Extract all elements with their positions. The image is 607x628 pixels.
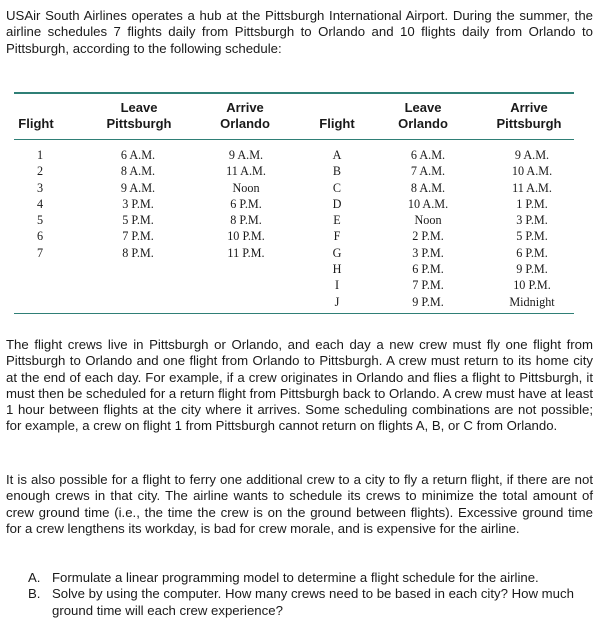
cell: 2 — [36, 164, 44, 179]
cell: 11 P.M. — [227, 245, 265, 260]
column-orl-flight — [324, 147, 350, 310]
question-marker: B. — [28, 586, 41, 602]
cell: A — [332, 148, 342, 162]
cell: 11 A.M. — [226, 164, 266, 179]
cell: 6 — [36, 229, 44, 244]
cell: 7 — [36, 245, 44, 260]
cell: 6 A.M. — [410, 148, 446, 162]
cell: Noon — [232, 180, 260, 195]
header-arrive-orlando: Arrive Orlando — [220, 100, 270, 131]
table-top-rule — [14, 92, 574, 94]
question-b — [28, 586, 598, 619]
cell: 6 A.M. — [120, 148, 156, 162]
cell: 1 P.M. — [516, 196, 548, 211]
question-a — [28, 570, 598, 586]
header-arrive-pittsburgh: Arrive Pittsburgh — [496, 100, 562, 131]
cell: 9 P.M. — [516, 262, 548, 277]
question-text: Solve by using the computer. How many crews need to be based in each city? How much ground time will each crew experience? — [52, 586, 574, 618]
cell: 9 A.M. — [228, 148, 264, 162]
cell: 9 P.M. — [412, 294, 444, 309]
cell: Noon — [414, 213, 442, 228]
cell: C — [332, 180, 342, 195]
table-bottom-rule — [14, 313, 574, 314]
question-list — [28, 570, 598, 619]
crews-paragraph: The flight crews live in Pittsburgh or Orlando, and each day a new crew must fly one flight from Pittsburgh to Orlando and one flight from Orlando to Pittsburgh. A crew must return to its home city at the end of each day. For example, if a crew originates in Orlando and flies a flight to Pittsburgh, it must then be scheduled for a return flight from Pittsburgh back to Orlando. A crew must have at least 1 hour between flights at the city where it arrives. Some scheduling combinations are not possible; for example, a crew on flight 1 from Pittsburgh cannot return on flights A, B, or C from Orlando. — [6, 337, 593, 434]
cell: F — [333, 229, 341, 244]
cell: 6 P.M. — [412, 262, 444, 277]
cell: D — [332, 196, 342, 211]
intro-paragraph: USAir South Airlines operates a hub at the Pittsburgh International Airport. During the summer, the airline schedules 7 flights daily from Pittsburgh to Orlando and 10 flights daily from Orlando to Pittsburgh, according to the following schedule: — [6, 8, 593, 56]
cell: Midnight — [509, 294, 555, 309]
cell: 2 P.M. — [412, 229, 444, 244]
cell: 10 P.M. — [227, 229, 265, 244]
cell: 3 P.M. — [122, 196, 154, 211]
cell: 3 — [36, 180, 44, 195]
question-marker: A. — [28, 570, 41, 585]
header-flight-right: Flight — [319, 116, 355, 131]
header-flight-left: Flight — [18, 116, 54, 131]
header-leave-orlando: Leave Orlando — [398, 100, 448, 131]
header-leave-pittsburgh: Leave Pittsburgh — [106, 100, 172, 131]
cell: 10 A.M. — [511, 164, 553, 179]
column-arrive-orlando — [206, 147, 286, 261]
cell: 11 A.M. — [512, 180, 552, 195]
cell: B — [332, 164, 342, 179]
cell: 6 P.M. — [516, 245, 548, 260]
column-arrive-pittsburgh — [492, 147, 572, 310]
cell: 5 — [36, 213, 44, 228]
cell: 10 P.M. — [513, 278, 551, 293]
cell: H — [332, 262, 342, 277]
cell: G — [332, 245, 342, 260]
flight-schedule-table — [14, 92, 574, 314]
cell: 10 A.M. — [407, 196, 449, 211]
cell: 7 P.M. — [122, 229, 154, 244]
column-pgh-flight — [28, 147, 52, 261]
question-text: Formulate a linear programming model to determine a flight schedule for the airline. — [52, 570, 539, 585]
ferry-paragraph: It is also possible for a flight to ferry one additional crew to a city to fly a return flight, if there are not enough crews in that city. The airline wants to schedule its crews to minimize the total amount of crew ground time (i.e., the time the crew is on the ground between flights). Excessive ground time for a crew lengthens its workday, is bad for crew morale, and is expensive for the airline. — [6, 472, 593, 536]
cell: 6 P.M. — [230, 196, 262, 211]
cell: 7 P.M. — [412, 278, 444, 293]
cell: 5 P.M. — [516, 229, 548, 244]
cell: 9 A.M. — [120, 180, 156, 195]
column-leave-pittsburgh — [98, 147, 178, 261]
cell: 8 P.M. — [230, 213, 262, 228]
cell: 8 A.M. — [410, 180, 446, 195]
cell: 5 P.M. — [122, 213, 154, 228]
cell: I — [334, 278, 340, 293]
cell: 1 — [36, 148, 44, 162]
cell: J — [334, 294, 340, 309]
cell: 7 A.M. — [410, 164, 446, 179]
cell: 3 P.M. — [516, 213, 548, 228]
cell: 3 P.M. — [412, 245, 444, 260]
cell: 9 A.M. — [514, 148, 550, 162]
column-leave-orlando — [388, 147, 468, 310]
table-header-rule — [14, 139, 574, 140]
cell: 8 A.M. — [120, 164, 156, 179]
cell: 8 P.M. — [122, 245, 154, 260]
cell: 4 — [36, 196, 44, 211]
cell: E — [333, 213, 341, 228]
